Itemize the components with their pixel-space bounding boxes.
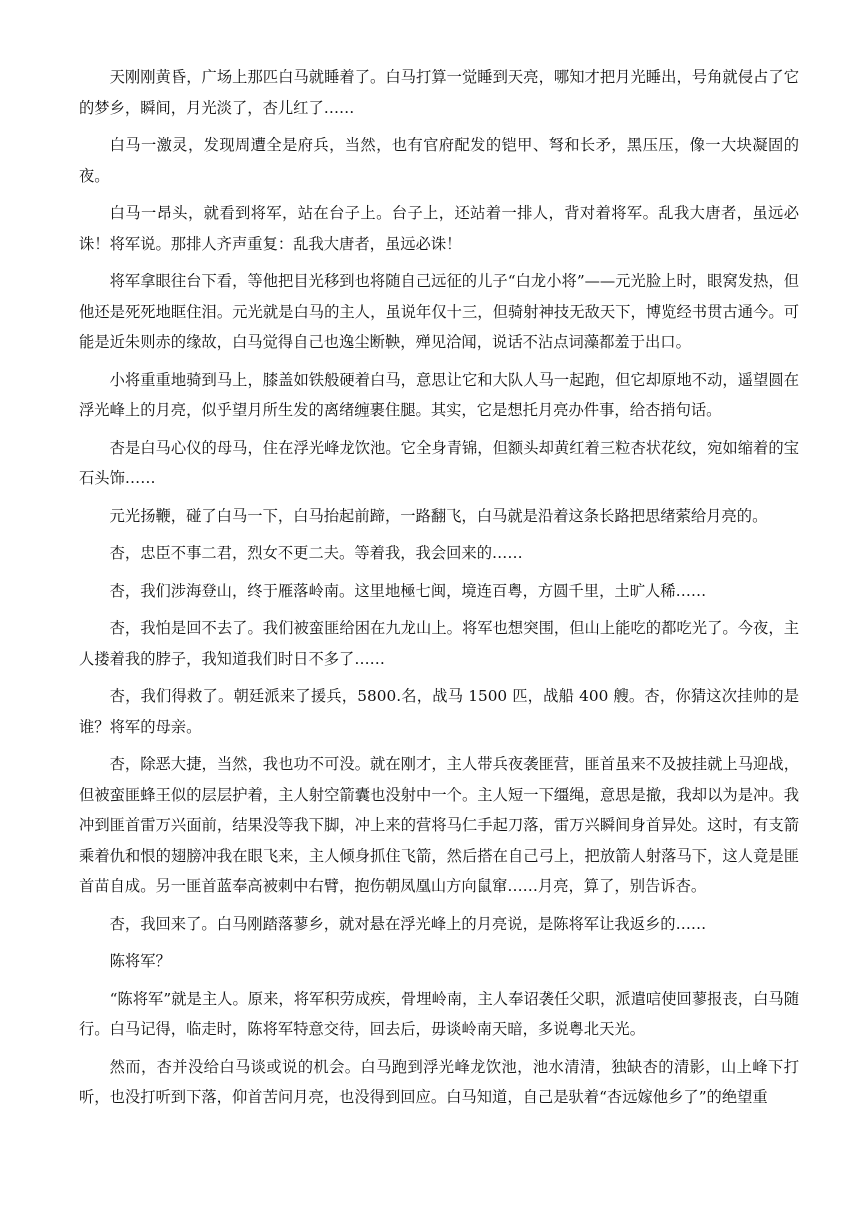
paragraph-11: 杏，我们得救了。朝廷派来了援兵，5800.名，战马 1500 匹，战船 400 艘。杏，你猜这次挂帅的是谁？将军的母亲。	[79, 687, 799, 736]
paragraph-8: 杏，忠臣不事二君，烈女不更二夫。等着我，我会回来的……	[109, 544, 523, 562]
paragraph-1: 天刚刚黄昏，广场上那匹白马就睡着了。白马打算一觉睡到天亮，哪知才把月光睡出，号角就侵占了它的梦乡，瞬间，月光淡了，杏儿红了……	[79, 68, 799, 117]
document-page	[79, 62, 799, 1120]
paragraph-15: “陈将军”就是主人。原来，将军积劳成疾，骨埋岭南，主人奉诏袭任父职，派遣唁使回蓼报丧，白马随行。白马记得，临走时，陈将军特意交待，回去后，毋谈岭南天暗，多说粤北天光。	[79, 989, 799, 1038]
paragraph-13: 杏，我回来了。白马刚踏落蓼乡，就对悬在浮光峰上的月亮说，是陈将军让我返乡的……	[109, 914, 707, 933]
paragraph-2: 白马一激灵，发现周遭全是府兵，当然，也有官府配发的铠甲、弩和长矛，黑压压，像一大块凝固的夜。	[79, 136, 799, 185]
paragraph-9: 杏，我们涉海登山，终于雁落岭南。这里地極七闽，境连百粤，方圆千里，土旷人稀……	[109, 581, 707, 600]
paragraph-3: 白马一昂头，就看到将军，站在台子上。台子上，还站着一排人，背对着将军。乱我大唐者，虽远必诛！将军说。那排人齐声重复：乱我大唐者，虽远必诛！	[79, 204, 799, 253]
paragraph-10: 杏，我怕是回不去了。我们被蛮匪给困在九龙山上。将军也想突围，但山上能吃的都吃光了。今夜，主人搂着我的脖子，我知道我们时日不多了……	[79, 619, 799, 668]
paragraph-14: 陈将军？	[109, 952, 171, 970]
paragraph-6: 杏是白马心仪的母马，住在浮光峰龙饮池。它全身青锦，但额头却黄红着三粒杏状花纹，宛如缩着的宝石头饰……	[79, 438, 799, 487]
paragraph-5: 小将重重地骑到马上，膝盖如铁般硬着白马，意思让它和大队人马一起跑，但它却原地不动，遥望圆在浮光峰上的月亮，似乎望月所生发的离绪缠裹住腿。其实，它是想托月亮办件事，给杏捎句话。	[79, 370, 799, 419]
paragraph-12: 杏，除恶大捷，当然，我也功不可没。就在刚才，主人带兵夜袭匪营，匪首虽来不及披挂就上马迎战，但被蛮匪蜂王似的层层护着，主人射空箭囊也没射中一个。主人短一下缰绳，意思是撤，我却以为是冲。我冲到匪首雷万兴面前，结果没等我下脚，冲上来的营将马仁手起刀落，雷万兴瞬间身首异处。这时，有支箭乘着仇和恨的翅膀冲我在眼飞来，主人倾身抓住飞箭，然后搭在自己弓上，把放箭人射落马下，这人竟是匪首苗自成。另一匪首蓝奉高被刺中右臂，抱伤朝凤凰山方向鼠窜……月亮，算了，别告诉杏。	[79, 755, 799, 895]
paragraph-7: 元光扬鞭，碰了白马一下，白马抬起前蹄，一路翻飞，白马就是沿着这条长路把思绪萦给月亮的。	[109, 506, 768, 525]
paragraph-4: 将军拿眼往台下看，等他把目光移到也将随自己远征的儿子“白龙小将”——元光脸上时，眼窝发热，但他还是死死地眶住泪。元光就是白马的主人，虽说年仅十三，但骑射神技无敌天下，博览经书贯古通今。可能是近朱则赤的缘故，白马觉得自己也逸尘断鞅，殚见洽闻，说话不沾点词藻都羞于出口。	[79, 272, 799, 351]
paragraph-16: 然而，杏并没给白马谈或说的机会。白马跑到浮光峰龙饮池，池水清清，独缺杏的清影，山上峰下打听，也没打听到下落，仰首苦问月亮，也没得到回应。白马知道，自己是驮着“杏远嫁他乡了”的绝望重	[79, 1057, 799, 1106]
